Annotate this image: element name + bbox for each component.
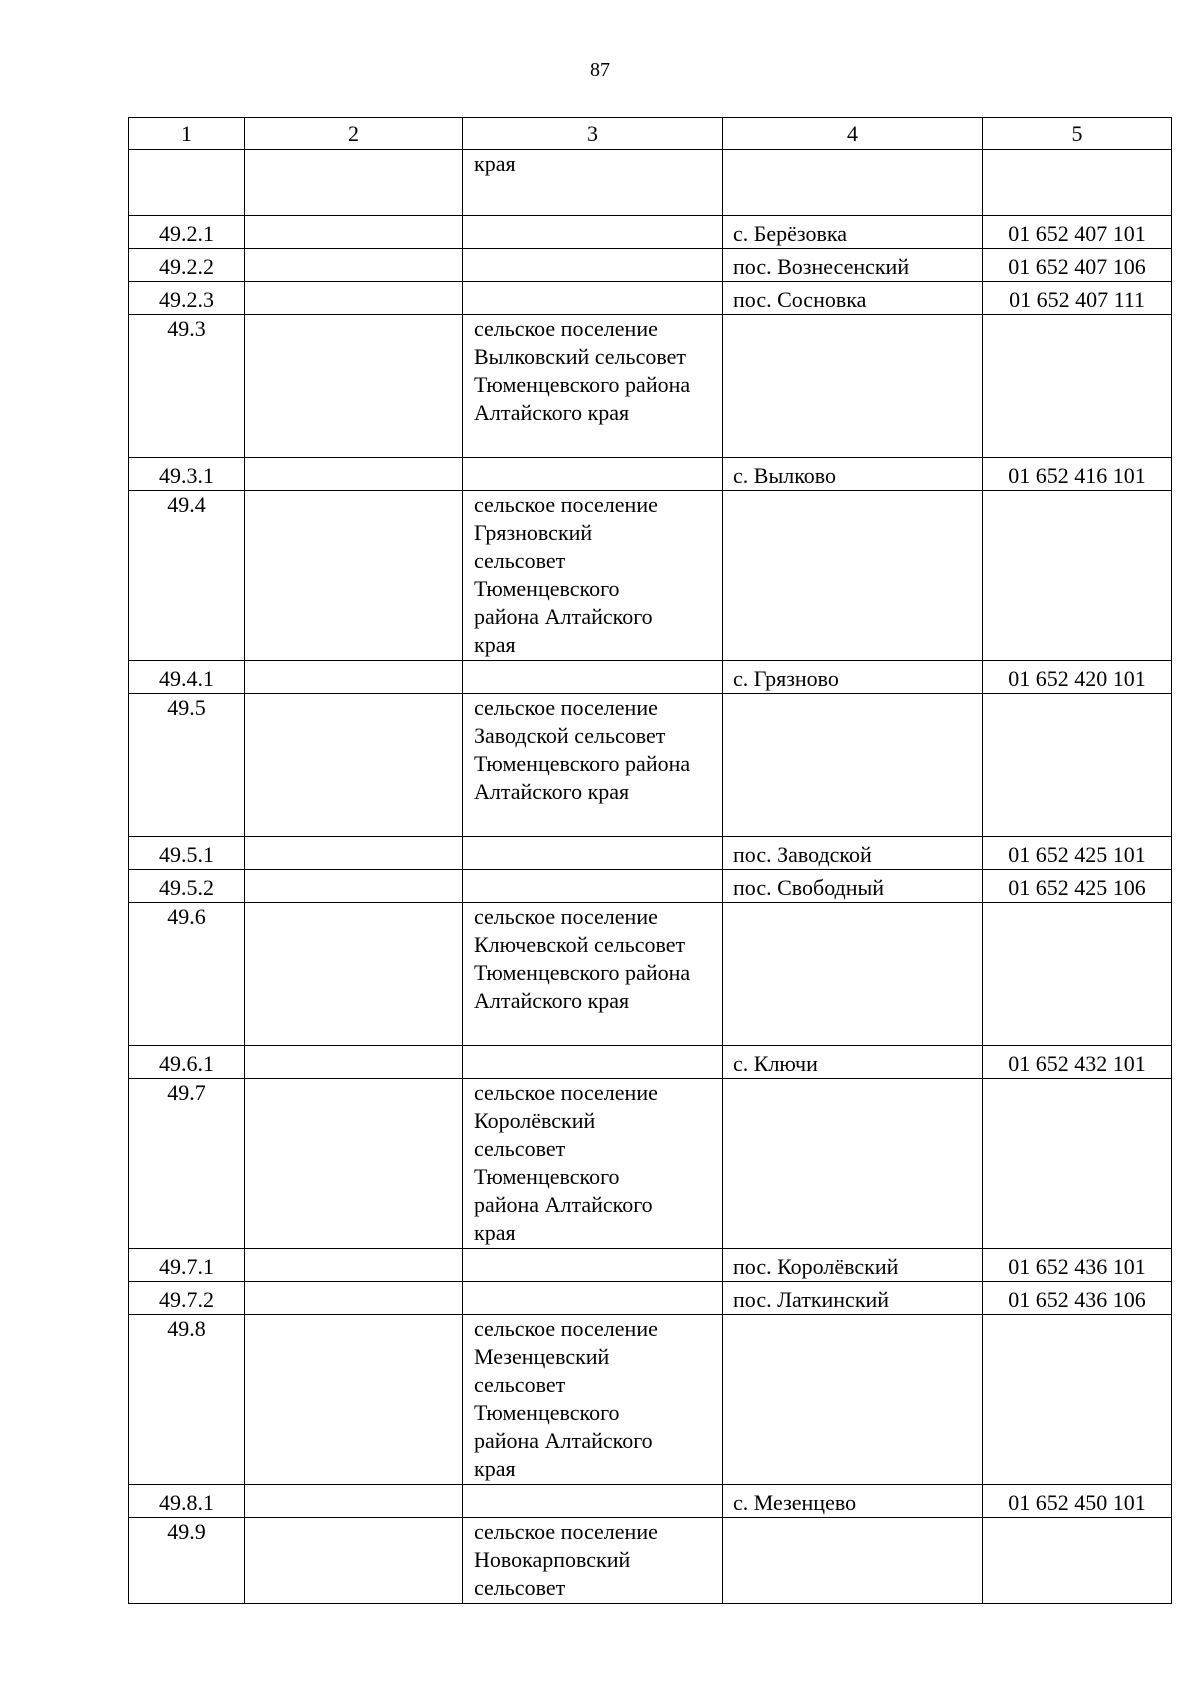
municipality-cell bbox=[463, 216, 723, 249]
municipality-cell: сельское поселение Ключевской сельсовет Тюменцевского района Алтайского края bbox=[463, 903, 723, 1046]
table-row bbox=[129, 837, 1172, 870]
table-row bbox=[129, 458, 1172, 491]
code-cell bbox=[983, 903, 1172, 1046]
municipality-cell: сельское поселение Грязновский сельсовет Тюменцевского района Алтайского края bbox=[463, 491, 723, 661]
row-number-cell: 49.5 bbox=[129, 694, 245, 837]
code-cell: 01 652 436 106 bbox=[983, 1282, 1172, 1315]
code-cell bbox=[983, 315, 1172, 458]
settlement-cell: пос. Латкинский bbox=[723, 1282, 983, 1315]
row-number-cell: 49.4.1 bbox=[129, 661, 245, 694]
settlement-cell: с. Мезенцево bbox=[723, 1485, 983, 1518]
code-cell: 01 652 425 101 bbox=[983, 837, 1172, 870]
municipality-cell bbox=[463, 458, 723, 491]
settlement-cell: пос. Вознесенский bbox=[723, 249, 983, 282]
row-number-cell: 49.5.1 bbox=[129, 837, 245, 870]
empty-cell bbox=[245, 870, 463, 903]
row-number-cell: 49.5.2 bbox=[129, 870, 245, 903]
municipality-cell bbox=[463, 249, 723, 282]
table-row bbox=[129, 1282, 1172, 1315]
table-row bbox=[129, 150, 1172, 216]
settlement-cell bbox=[723, 1079, 983, 1249]
row-number-cell: 49.2.3 bbox=[129, 282, 245, 315]
table-row bbox=[129, 315, 1172, 458]
settlement-cell bbox=[723, 1315, 983, 1485]
empty-cell bbox=[245, 458, 463, 491]
row-number-cell: 49.8.1 bbox=[129, 1485, 245, 1518]
municipality-cell bbox=[463, 1282, 723, 1315]
settlement-cell: пос. Сосновка bbox=[723, 282, 983, 315]
row-number-cell: 49.6.1 bbox=[129, 1046, 245, 1079]
table-row bbox=[129, 1485, 1172, 1518]
table-row bbox=[129, 216, 1172, 249]
settlement-cell bbox=[723, 491, 983, 661]
row-number-cell: 49.7.2 bbox=[129, 1282, 245, 1315]
code-cell: 01 652 407 106 bbox=[983, 249, 1172, 282]
municipality-cell bbox=[463, 1046, 723, 1079]
row-number-cell: 49.7.1 bbox=[129, 1249, 245, 1282]
municipality-cell bbox=[463, 661, 723, 694]
settlement-cell: с. Вылково bbox=[723, 458, 983, 491]
table-row bbox=[129, 1046, 1172, 1079]
settlement-cell: с. Грязново bbox=[723, 661, 983, 694]
empty-cell bbox=[245, 1046, 463, 1079]
settlement-cell bbox=[723, 315, 983, 458]
row-number-cell: 49.3.1 bbox=[129, 458, 245, 491]
code-cell bbox=[983, 150, 1172, 216]
empty-cell bbox=[245, 1079, 463, 1249]
code-cell bbox=[983, 1315, 1172, 1485]
row-number-cell: 49.4 bbox=[129, 491, 245, 661]
row-number-cell bbox=[129, 150, 245, 216]
code-cell: 01 652 432 101 bbox=[983, 1046, 1172, 1079]
municipality-cell bbox=[463, 870, 723, 903]
table-row bbox=[129, 249, 1172, 282]
empty-cell bbox=[245, 1282, 463, 1315]
row-number-cell: 49.3 bbox=[129, 315, 245, 458]
municipality-cell: сельское поселение Королёвский сельсовет Тюменцевского района Алтайского края bbox=[463, 1079, 723, 1249]
table-row bbox=[129, 1079, 1172, 1249]
municipality-cell: сельское поселение Новокарповский сельсовет bbox=[463, 1518, 723, 1604]
settlement-cell bbox=[723, 903, 983, 1046]
empty-cell bbox=[245, 694, 463, 837]
settlement-cell bbox=[723, 694, 983, 837]
table-row bbox=[129, 694, 1172, 837]
empty-cell bbox=[245, 661, 463, 694]
empty-cell bbox=[245, 315, 463, 458]
column-header-3: 3 bbox=[463, 118, 723, 150]
municipality-cell: края bbox=[463, 150, 723, 216]
code-cell bbox=[983, 1518, 1172, 1604]
code-cell: 01 652 420 101 bbox=[983, 661, 1172, 694]
code-cell bbox=[983, 1079, 1172, 1249]
row-number-cell: 49.7 bbox=[129, 1079, 245, 1249]
municipality-cell: сельское поселение Вылковский сельсовет Тюменцевского района Алтайского края bbox=[463, 315, 723, 458]
column-header-2: 2 bbox=[245, 118, 463, 150]
row-number-cell: 49.6 bbox=[129, 903, 245, 1046]
settlement-cell bbox=[723, 1518, 983, 1604]
table-header-row bbox=[129, 118, 1172, 150]
table-row bbox=[129, 1249, 1172, 1282]
empty-cell bbox=[245, 1249, 463, 1282]
row-number-cell: 49.8 bbox=[129, 1315, 245, 1485]
settlement-cell: пос. Заводской bbox=[723, 837, 983, 870]
municipality-cell: сельское поселение Мезенцевский сельсовет Тюменцевского района Алтайского края bbox=[463, 1315, 723, 1485]
code-cell: 01 652 416 101 bbox=[983, 458, 1172, 491]
empty-cell bbox=[245, 150, 463, 216]
code-cell: 01 652 425 106 bbox=[983, 870, 1172, 903]
municipality-cell bbox=[463, 837, 723, 870]
row-number-cell: 49.2.2 bbox=[129, 249, 245, 282]
code-cell: 01 652 436 101 bbox=[983, 1249, 1172, 1282]
empty-cell bbox=[245, 837, 463, 870]
empty-cell bbox=[245, 903, 463, 1046]
settlements-table bbox=[128, 117, 1172, 1604]
code-cell bbox=[983, 491, 1172, 661]
empty-cell bbox=[245, 1485, 463, 1518]
settlement-cell: пос. Свободный bbox=[723, 870, 983, 903]
table-row bbox=[129, 491, 1172, 661]
settlement-cell: с. Ключи bbox=[723, 1046, 983, 1079]
code-cell bbox=[983, 694, 1172, 837]
row-number-cell: 49.9 bbox=[129, 1518, 245, 1604]
table-row bbox=[129, 1518, 1172, 1604]
table-row bbox=[129, 1315, 1172, 1485]
row-number-cell: 49.2.1 bbox=[129, 216, 245, 249]
code-cell: 01 652 450 101 bbox=[983, 1485, 1172, 1518]
table-row bbox=[129, 282, 1172, 315]
municipality-cell bbox=[463, 1249, 723, 1282]
empty-cell bbox=[245, 216, 463, 249]
municipality-cell: сельское поселение Заводской сельсовет Тюменцевского района Алтайского края bbox=[463, 694, 723, 837]
column-header-1: 1 bbox=[129, 118, 245, 150]
table-row bbox=[129, 903, 1172, 1046]
page-number: 87 bbox=[590, 59, 610, 81]
table-row bbox=[129, 661, 1172, 694]
municipality-cell bbox=[463, 282, 723, 315]
table-row bbox=[129, 870, 1172, 903]
empty-cell bbox=[245, 491, 463, 661]
settlement-cell: с. Берёзовка bbox=[723, 216, 983, 249]
empty-cell bbox=[245, 1518, 463, 1604]
column-header-4: 4 bbox=[723, 118, 983, 150]
column-header-5: 5 bbox=[983, 118, 1172, 150]
settlement-cell bbox=[723, 150, 983, 216]
empty-cell bbox=[245, 249, 463, 282]
empty-cell bbox=[245, 1315, 463, 1485]
municipality-cell bbox=[463, 1485, 723, 1518]
empty-cell bbox=[245, 282, 463, 315]
code-cell: 01 652 407 111 bbox=[983, 282, 1172, 315]
settlement-cell: пос. Королёвский bbox=[723, 1249, 983, 1282]
code-cell: 01 652 407 101 bbox=[983, 216, 1172, 249]
